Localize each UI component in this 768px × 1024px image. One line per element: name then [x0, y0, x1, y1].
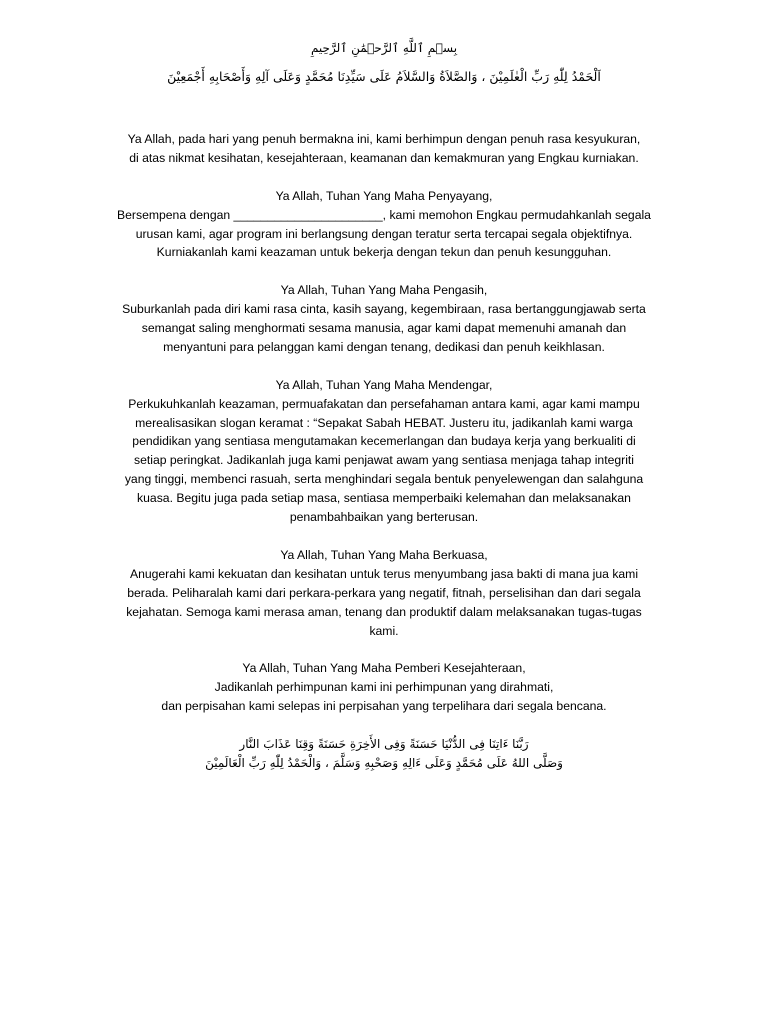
paragraph-maha-pemberi-kesejahteraan	[60, 659, 708, 716]
text-line: Kurniakanlah kami keazaman untuk bekerja dengan tekun dan penuh kesungguhan.	[156, 245, 612, 260]
text-line: Jadikanlah perhimpunan kami ini perhimpunan yang dirahmati,	[214, 680, 554, 695]
text-line: Perkukuhkanlah keazaman, permuafakatan dan persefahaman antara kami, agar kami mampu	[128, 396, 640, 411]
text-line: merealisasikan slogan keramat : “Sepakat Sabah HEBAT. Justeru itu, jadikanlah kami warga	[135, 415, 633, 430]
text-line: kami.	[369, 623, 399, 638]
paragraph-heading: Ya Allah, Tuhan Yang Maha Mendengar,	[275, 377, 493, 392]
text-line: kejahatan. Semoga kami merasa aman, tenang dan produktif dalam melaksanakan tugas-tugas	[126, 604, 642, 619]
paragraph-heading: Ya Allah, Tuhan Yang Maha Pemberi Kesejahteraan,	[242, 661, 526, 676]
paragraph-maha-penyayang	[60, 187, 708, 263]
paragraph-heading: Ya Allah, Tuhan Yang Maha Pengasih,	[280, 283, 488, 298]
paragraph-maha-berkuasa	[60, 546, 708, 641]
text-line: semangat saling menghormati sesama manusia, agar kami dapat memenuhi amanah dan	[141, 321, 627, 336]
paragraph-heading: Ya Allah, Tuhan Yang Maha Berkuasa,	[280, 547, 488, 562]
paragraph-maha-pengasih	[60, 281, 708, 357]
basmalah-heading: بِسۡمِ ٱللَّهِ ٱلرَّحۡمَٰنِ ٱلرَّحِيمِ	[310, 41, 458, 55]
paragraph-maha-mendengar	[60, 376, 708, 527]
paragraph-gratitude	[60, 130, 708, 168]
text-line: di atas nikmat kesihatan, kesejahteraan, keamanan dan kemakmuran yang Engkau kurniakan.	[129, 150, 639, 165]
text-line: berada. Peliharalah kami dari perkara-perkara yang negatif, fitnah, perselisihan dan dari segala	[127, 585, 641, 600]
text-line: Suburkanlah pada diri kami rasa cinta, kasih sayang, kegembiraan, rasa bertanggungjawab serta	[122, 302, 646, 317]
text-line: penambahbaikan yang berterusan.	[289, 510, 479, 525]
text-line: Ya Allah, pada hari yang penuh bermakna ini, kami berhimpun dengan penuh rasa kesyukuran,	[127, 132, 641, 146]
paragraph-heading: Ya Allah, Tuhan Yang Maha Penyayang,	[275, 188, 493, 203]
text-line: yang tinggi, membenci rasuah, serta menghindari segala bentuk penyelewengan dan salahguna	[124, 472, 644, 487]
text-line: setiap peringkat. Jadikanlah juga kami penjawat awam yang sentiasa menjaga tahap integriti	[134, 453, 634, 468]
text-line: dan perpisahan kami selepas ini perpisahan yang terpelihara dari segala bencana.	[161, 699, 607, 714]
text-line: Bersempena dengan ______________________, kami memohon Engkau permudahkanlah segala	[117, 207, 651, 222]
text-line: Anugerahi kami kekuatan dan kesihatan untuk terus menyumbang jasa bakti di mana jua kami	[129, 566, 639, 581]
prayer-body	[60, 130, 708, 735]
text-line: pendidikan yang sentiasa mengutamakan kecemerlangan dan budaya kerja yang berkualiti di	[132, 434, 636, 449]
text-line: menyantuni para pelanggan kami dengan tenang, dedikasi dan penuh keikhlasan.	[163, 339, 605, 354]
hamdalah-opening: اَلْحَمْدُ لِلّٰهِ رَبِّ الْعٰلَمِيْنَ ، وَالصَّلاَةُ وَالسَّلاَمُ عَلَى سَيِّدِنَا مُحَمَّدٍ وَعَلَى آلِهِ وَأَصْحَابِهِ أَجْمَعِيْنَ	[167, 69, 601, 84]
text-line: urusan kami, agar program ini berlangsung dengan teratur serta tercapai segala objektifnya.	[135, 226, 633, 241]
text-line: kuasa. Begitu juga pada setiap masa, sentiasa memperbaiki kelemahan dan melaksanakan	[137, 491, 631, 506]
closing-prayer-line-1: رَبَّنَا ءَاتِنَا فِى الدُّنْيَا حَسَنَةً وَفِى الأَخِرَةِ حَسَنَةً وَقِنَا عَذَابَ النَّار	[239, 737, 529, 751]
closing-prayer-line-2: وَصَلَّى اللهُ عَلَى مُحَمَّدٍ وَعَلَى ءَالِهِ وَصَحْبِهِ وَسَلَّمَ ، وَالْحَمْدُ لِلّٰهِ رَبِّ الْعَالَمِيْنَ	[205, 756, 563, 770]
